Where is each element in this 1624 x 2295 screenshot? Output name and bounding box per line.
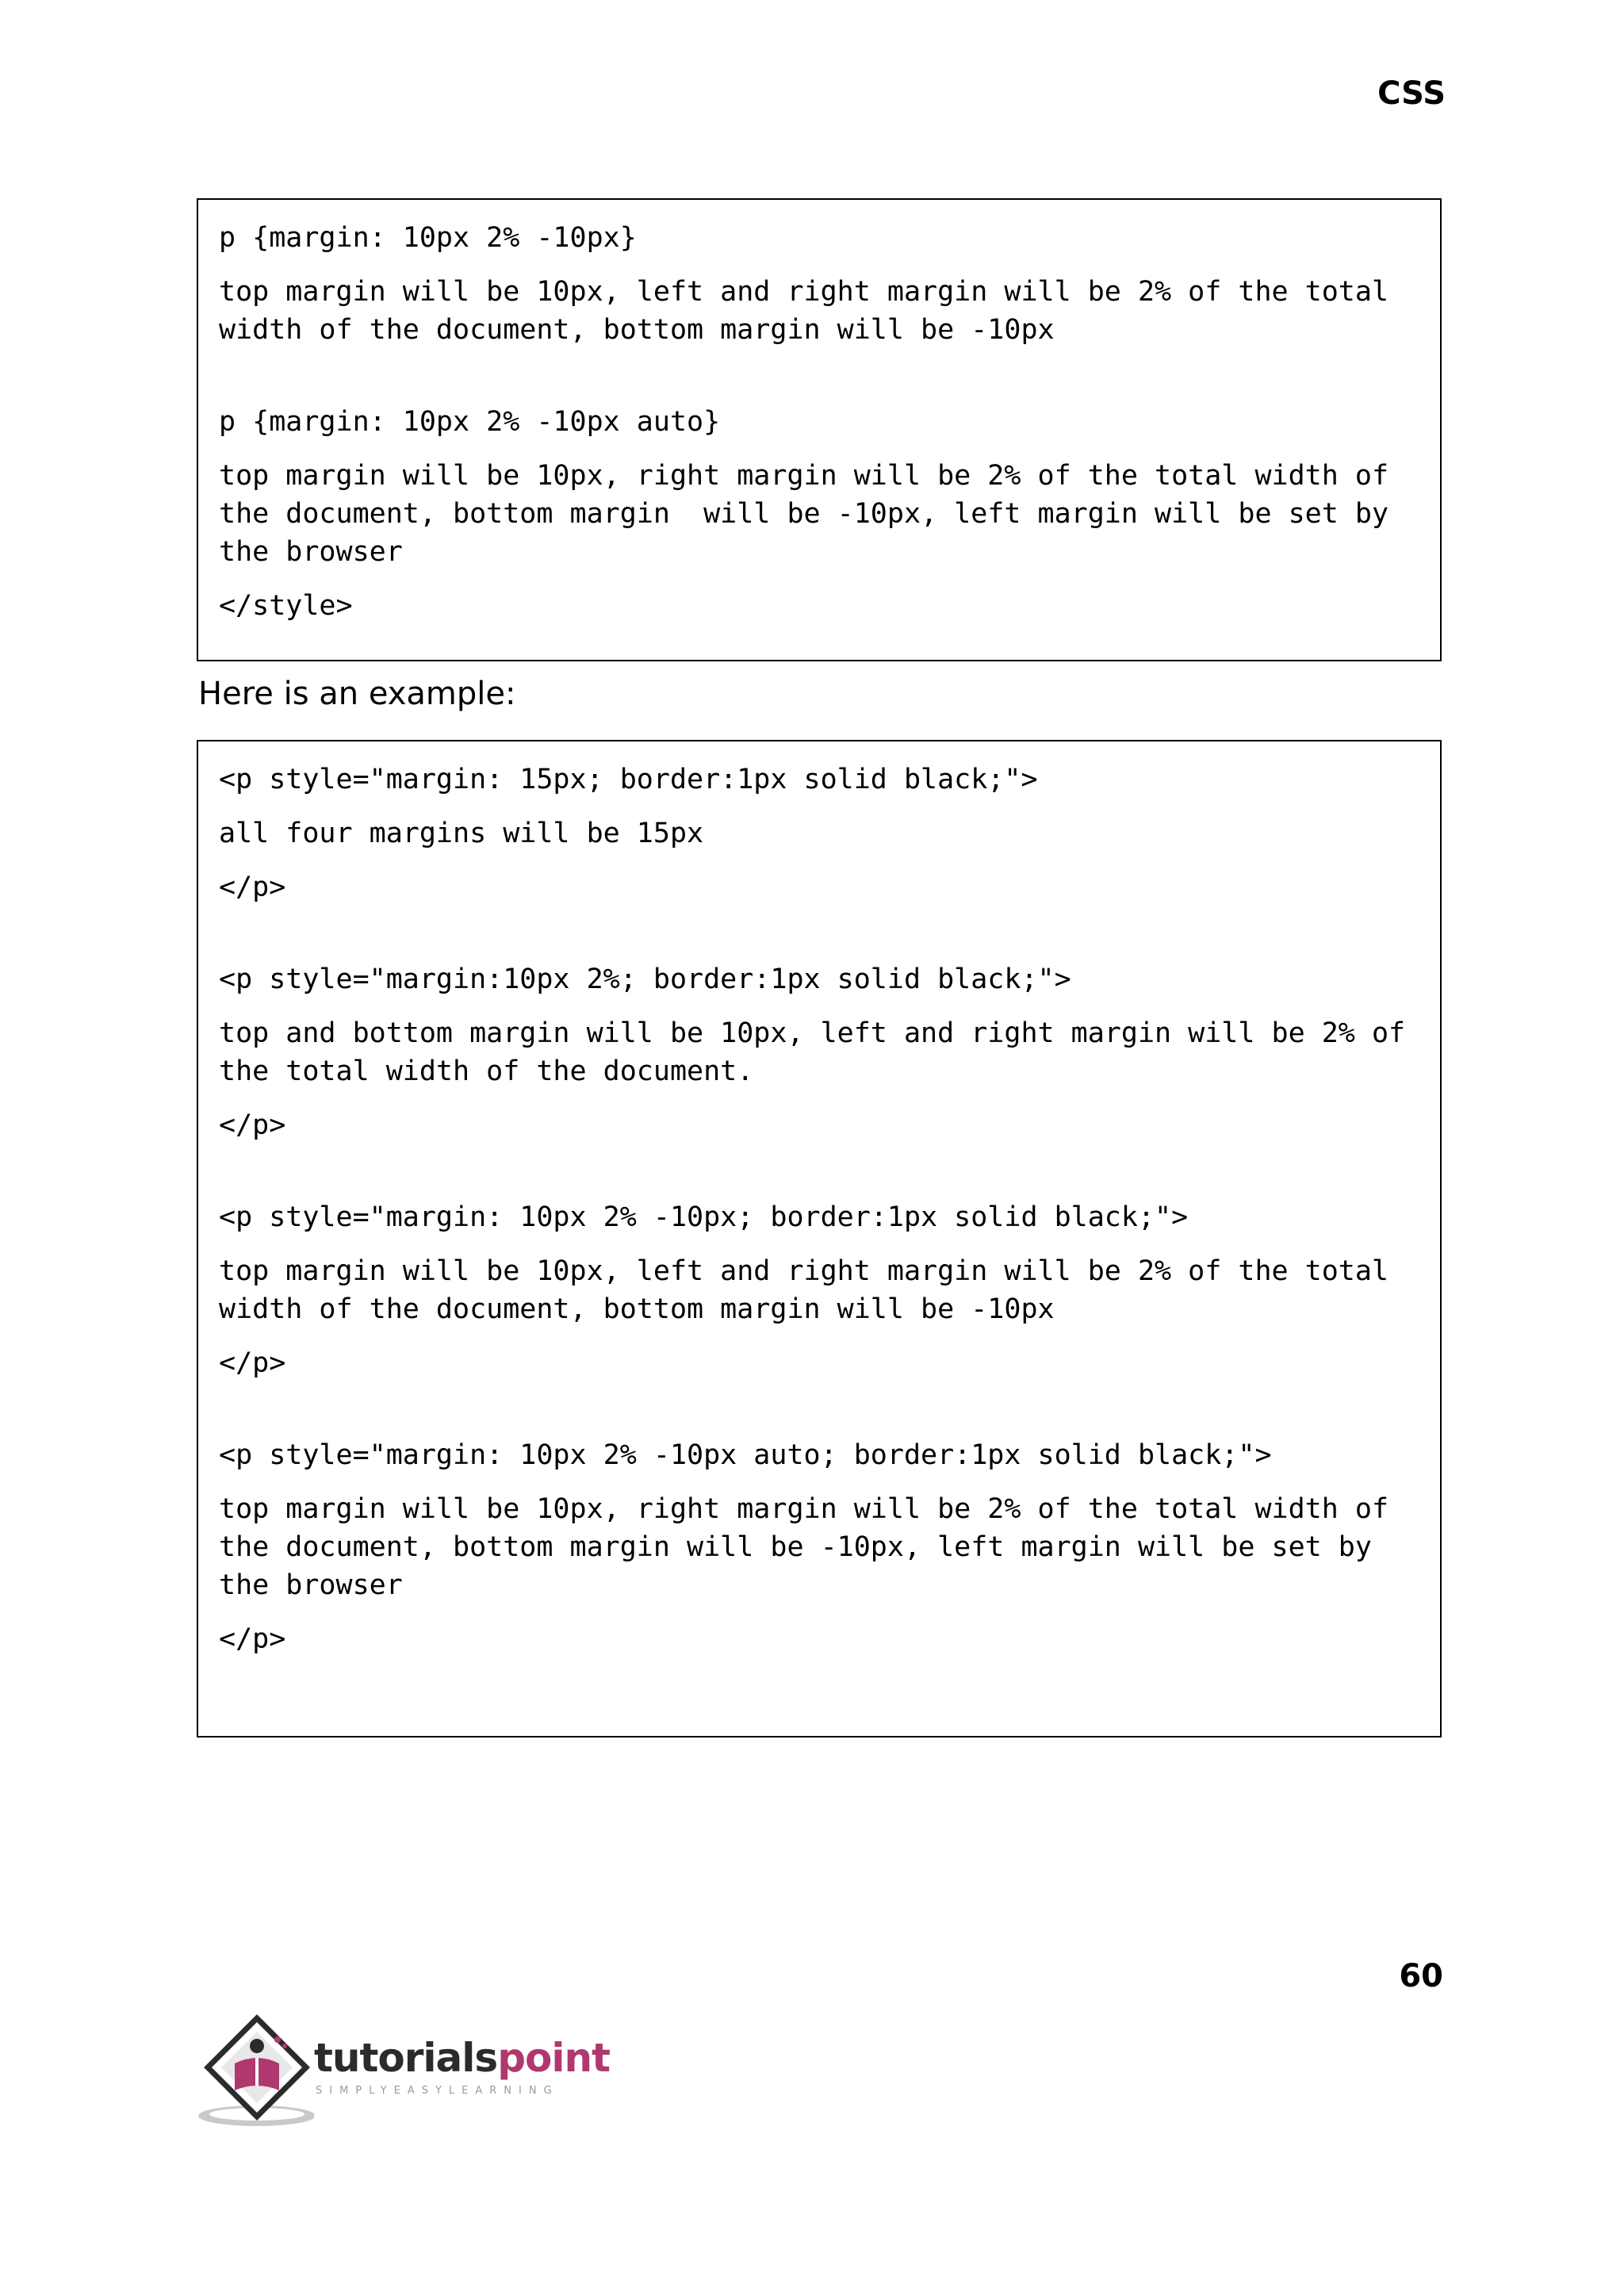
code-line: <p style="margin: 10px 2% -10px; border:1px solid black;"> (219, 1201, 1189, 1233)
code-block-margin-shorthand (197, 198, 1442, 661)
tutorialspoint-logo-icon (195, 2014, 314, 2133)
code-line: </p> (219, 1623, 286, 1655)
code-line: <p style="margin:10px 2%; border:1px solid black;"> (219, 964, 1071, 995)
code-line: </p> (219, 1109, 286, 1141)
code-line: </style> (219, 590, 353, 622)
code-line: </p> (219, 872, 286, 903)
code-line: p {margin: 10px 2% -10px} (219, 222, 637, 254)
code-comment: all four margins will be 15px (219, 818, 704, 849)
code-comment: top margin will be 10px, left and right margin will be 2% of the total width of the document, bottom margin will be -10px (219, 1255, 1389, 1325)
page-number: 60 (1399, 1958, 1443, 1994)
code-comment: top margin will be 10px, right margin will be 2% of the total width of the document, bottom margin will be -10px, left margin will be set by the browser (219, 1493, 1389, 1601)
code-block-example (197, 740, 1442, 1738)
code-line: </p> (219, 1347, 286, 1379)
code-line: <p style="margin: 10px 2% -10px auto; border:1px solid black;"> (219, 1439, 1272, 1471)
code-line: p {margin: 10px 2% -10px auto} (219, 406, 721, 438)
code-comment: top and bottom margin will be 10px, left and right margin will be 2% of the total width of the document. (219, 1017, 1406, 1087)
code-line: <p style="margin: 15px; border:1px solid black;"> (219, 764, 1038, 795)
code-comment: top margin will be 10px, right margin will be 2% of the total width of the document, bottom margin will be -10px, left margin will be set by the browser (219, 460, 1389, 568)
logo-tagline: SIMPLYEASYLEARNING (316, 2085, 559, 2097)
header-title: CSS (1377, 75, 1446, 112)
logo-wordmark: tutorialspoint (314, 2035, 610, 2081)
code-comment: top margin will be 10px, left and right margin will be 2% of the total width of the document, bottom margin will be -10px (219, 276, 1389, 346)
intro-text: Here is an example: (198, 676, 516, 712)
tutorialspoint-logo (195, 2014, 610, 2133)
